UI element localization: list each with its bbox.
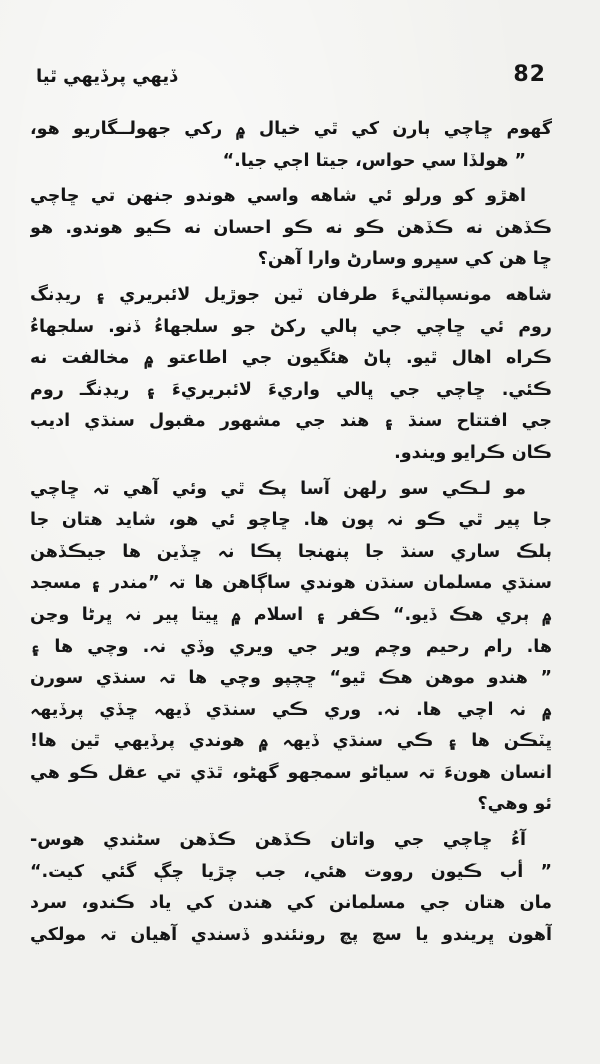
text-line: آءُ ڇاچي جي واتان ڪڏهن ڪڏهن سڻندي هوس- — [30, 830, 526, 851]
page-header — [30, 60, 570, 100]
text-line: آهون ڀريندو يا سچ پچ رونئندو ڏسندي آهيان تہ مولکي — [30, 924, 552, 945]
text-line: ” أب ڪيون رووت هئي، جب چڙيا چڳ گئي کيت.“ — [30, 861, 552, 882]
text-line: ڇا هن کي سڀرو وسارڻ وارا آهن؟ — [257, 249, 552, 270]
text-line: ” هولڏا سي حواس، جيتا اڄي جيا.“ — [222, 150, 526, 171]
text-line: ۾ نہ اچي ها. نہ. وري ڪي سنڌي ڏيهہ ڇڏي پرڏيهہ — [30, 699, 552, 720]
text-line: شاهه مونسپالٽيءَ طرفان ٽين جوڙيل لائبريري ۽ ريڊنگ — [30, 284, 552, 305]
text-line: ڀٽڪن ها ۽ ڪي سنڌي ڏيهہ ۾ هوندي پرڏيهي ٿين ها! — [30, 731, 552, 752]
text-line: ها. رام رحيم وچم وير جي ويري وڏي نہ. وچي ها ۽ — [30, 636, 552, 657]
page-number: 82 — [513, 62, 546, 87]
running-title: ڏيهي پرڏيهي ٿيا — [36, 66, 178, 87]
body-text — [30, 114, 552, 951]
text-line: جي افتتاح سنڌ ۽ هند جي مشهور مقبول سنڌي اديب — [30, 411, 552, 432]
text-line: ڪئي. ڇاچي جي ڀالي واريءَ لائبريريءَ ۽ ريڊنگـ روم — [30, 379, 552, 400]
text-line: اهڙو کو ورلو ئي شاهه واسي هوندو جنهن تي ڇاچي — [30, 186, 526, 207]
text-line: مان هتان جي مسلمانن کي هندن کي ياد ڪندو، سرد — [30, 893, 552, 914]
text-line: روم ئي ڇاچي جي ٻالي رکڻ جو سلجهاءُ ڏنو. سلجهاءُ — [30, 316, 552, 337]
text-line: گهوم ڇاچي ٻارن کي ٿي خيال ۾ رکي جهولـ‌ـگاريو هو، — [30, 119, 552, 139]
text-line: ڪان ڪرايو ويندو. — [394, 442, 552, 463]
text-line: ڪڏهن نه ڪڏهن ڪو نه ڪو احسان نه ڪيو هوندو. هو — [30, 217, 552, 238]
text-line: ڪراه اهال ٿيو. پاڻ‌ هئگيون جي اطاعتو ۾ مخالفت نه — [30, 348, 552, 369]
text-line: جا پير ٿي ڪو نہ پون ها. ڇاچو ئي هو، شايد هتان جا — [30, 510, 552, 531]
text-line: ۾ ٻري هڪ ڏيو.“ ڪفر ۽ اسلام ۾ ڀيتا پير نہ ڀرڻا وڃن — [30, 604, 552, 625]
text-line: مو‌ لـڪي سو رلهن آسا پڪ ٿي وئي آهي تہ ڇاچي — [30, 478, 526, 499]
text-line: ئو وهي؟ — [477, 794, 552, 815]
text-line: سنڌي مسلمان سنڌن هوندي ساڳاهن ها تہ ”مندر ۽ مسجد — [30, 573, 552, 594]
text-line: انسان هونءَ تہ سياڻو سمجهو گهڻو، ٿڌي تي عقل ڪو هي — [30, 762, 552, 783]
text-line: ” هندو موهن هڪ ٿيو“ ڇچپو وچي ها تہ سنڌي سورن — [30, 668, 552, 689]
text-line: ٻلڪ ساري سنڌ جا پنهنجا پڪا نہ ڇڏين ها جيڪڏهن — [30, 541, 552, 562]
